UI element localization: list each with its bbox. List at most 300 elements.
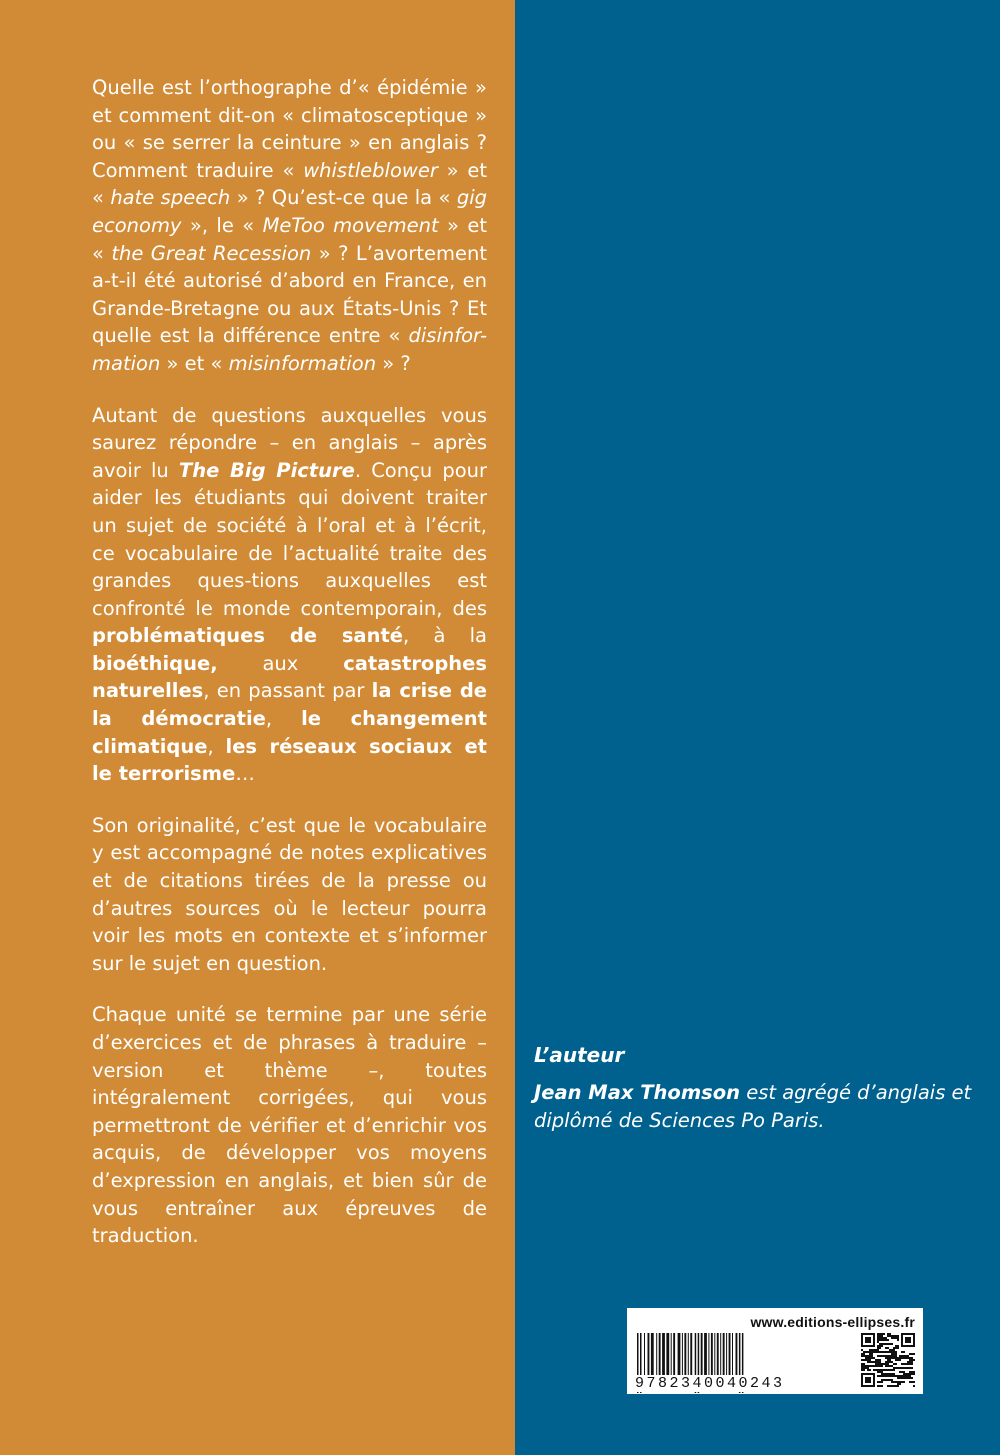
qr-module	[903, 1357, 905, 1359]
qr-module	[891, 1337, 893, 1339]
qr-module	[881, 1343, 883, 1345]
qr-module	[889, 1349, 891, 1351]
qr-module	[891, 1361, 893, 1363]
qr-module	[887, 1365, 889, 1367]
qr-module	[895, 1355, 897, 1357]
qr-module	[907, 1361, 909, 1363]
qr-module	[887, 1339, 889, 1341]
qr-module	[897, 1359, 899, 1361]
text-run: aux	[217, 651, 344, 675]
qr-module	[909, 1359, 911, 1361]
qr-module	[867, 1351, 869, 1353]
qr-module	[879, 1351, 881, 1353]
barcode-bar	[666, 1333, 669, 1377]
qr-module	[875, 1365, 877, 1367]
qr-module	[889, 1385, 891, 1387]
qr-module	[883, 1337, 885, 1339]
qr-module	[887, 1333, 889, 1335]
qr-module	[885, 1361, 887, 1363]
qr-module	[889, 1333, 891, 1335]
qr-module	[881, 1351, 883, 1353]
qr-module	[877, 1369, 879, 1371]
qr-module	[891, 1351, 893, 1353]
qr-module	[889, 1365, 891, 1367]
qr-module	[909, 1373, 911, 1375]
qr-module	[885, 1379, 887, 1381]
qr-module	[871, 1355, 873, 1357]
qr-module	[891, 1369, 893, 1371]
qr-module	[913, 1385, 915, 1387]
text-run: », le «	[181, 213, 263, 237]
qr-module	[905, 1377, 907, 1379]
barcode-bar	[723, 1333, 725, 1377]
qr-module	[863, 1353, 865, 1355]
qr-module	[887, 1347, 889, 1349]
qr-module	[889, 1369, 891, 1371]
qr-module	[879, 1375, 881, 1377]
text-run: » ? L’avortement a-t-il été autorisé d’abord en France, en Grande-Bretagne ou aux États-Unis ? Et quelle est la différence entre «	[92, 241, 487, 348]
qr-module	[865, 1351, 867, 1353]
qr-module	[893, 1363, 895, 1365]
qr-module	[865, 1357, 867, 1359]
qr-module	[869, 1351, 871, 1353]
qr-module	[879, 1339, 881, 1341]
qr-module	[903, 1351, 905, 1353]
qr-module	[893, 1337, 895, 1339]
text-run: bioéthique,	[92, 651, 218, 675]
qr-module	[863, 1369, 865, 1371]
qr-module	[901, 1377, 903, 1379]
qr-module	[881, 1335, 883, 1337]
qr-module	[861, 1355, 863, 1357]
barcode-bar	[648, 1333, 650, 1377]
qr-module	[877, 1349, 879, 1351]
qr-module	[879, 1345, 881, 1347]
barcode-bar	[736, 1333, 738, 1377]
qr-module	[869, 1357, 871, 1359]
qr-module	[867, 1355, 869, 1357]
qr-module	[891, 1355, 893, 1357]
qr-module	[879, 1365, 881, 1367]
author-description: est agrégé d’anglais et diplômé de Sciences Po Paris.	[534, 1081, 972, 1132]
qr-module	[909, 1353, 911, 1355]
qr-module	[869, 1365, 871, 1367]
barcode-bar	[682, 1333, 683, 1377]
qr-module	[893, 1357, 895, 1359]
qr-module	[893, 1351, 895, 1353]
qr-module	[913, 1373, 915, 1375]
qr-module	[903, 1367, 905, 1369]
qr-module	[895, 1335, 897, 1337]
qr-module	[877, 1345, 879, 1347]
qr-module	[873, 1357, 875, 1359]
qr-module	[911, 1361, 913, 1363]
qr-module	[867, 1359, 869, 1361]
qr-module	[867, 1357, 869, 1359]
text-run: , à la	[403, 624, 487, 648]
qr-module	[877, 1381, 879, 1383]
qr-module	[883, 1351, 885, 1353]
qr-module	[861, 1359, 863, 1361]
qr-module	[911, 1377, 913, 1379]
text-run: les réseaux sociaux et le terrorisme	[92, 734, 487, 786]
qr-module	[903, 1363, 905, 1365]
qr-module	[897, 1377, 899, 1379]
qr-module	[899, 1367, 901, 1369]
qr-module	[897, 1337, 899, 1339]
qr-module	[887, 1379, 889, 1381]
qr-module	[909, 1361, 911, 1363]
qr-module	[891, 1353, 893, 1355]
qr-module	[871, 1357, 873, 1359]
qr-module	[905, 1355, 907, 1357]
barcode-bar	[701, 1333, 703, 1377]
qr-module	[905, 1373, 907, 1375]
qr-module	[887, 1359, 889, 1361]
qr-module	[893, 1375, 895, 1377]
qr-module	[891, 1357, 893, 1359]
barcode-bar	[708, 1333, 709, 1377]
text-run: the Great Recession	[111, 241, 312, 265]
text-run: » et «	[92, 158, 487, 210]
qr-module	[881, 1337, 883, 1339]
qr-module	[897, 1375, 899, 1377]
qr-module	[901, 1351, 903, 1353]
qr-module	[885, 1365, 887, 1367]
qr-module	[877, 1341, 879, 1343]
qr-module	[895, 1345, 897, 1347]
qr-module	[913, 1359, 915, 1361]
qr-module	[889, 1357, 891, 1359]
barcode-bar	[717, 1333, 719, 1377]
qr-module	[885, 1355, 887, 1357]
qr-module	[899, 1381, 901, 1383]
qr-module	[881, 1339, 883, 1341]
qr-module	[901, 1357, 903, 1359]
text-run: hate speech	[110, 186, 231, 210]
qr-module	[903, 1381, 905, 1383]
qr-module	[873, 1349, 875, 1351]
qr-module	[893, 1367, 895, 1369]
qr-module	[889, 1351, 891, 1353]
qr-module	[895, 1351, 897, 1353]
qr-module	[861, 1365, 863, 1367]
barcode-bar	[729, 1333, 731, 1377]
text-run: » et «	[92, 213, 487, 265]
qr-module	[879, 1381, 881, 1383]
qr-module	[877, 1361, 879, 1363]
qr-module	[889, 1379, 891, 1381]
qr-module	[863, 1367, 865, 1369]
qr-module	[881, 1333, 883, 1335]
qr-module	[877, 1351, 879, 1353]
text-run: le changement climatique	[92, 707, 487, 758]
qr-module	[863, 1351, 865, 1353]
qr-module	[901, 1381, 903, 1383]
barcode-bar	[651, 1333, 654, 1377]
qr-module	[887, 1343, 889, 1345]
qr-module	[893, 1353, 895, 1355]
qr-module	[907, 1357, 909, 1359]
author-heading: L’auteur	[534, 1043, 625, 1067]
qr-module	[887, 1335, 889, 1337]
barcode-bar	[662, 1333, 665, 1377]
qr-module	[895, 1353, 897, 1355]
qr-module	[913, 1381, 915, 1383]
paragraph-3	[92, 812, 487, 978]
isbn-number: 9782340040243	[635, 1375, 845, 1392]
qr-module	[869, 1369, 871, 1371]
qr-module	[871, 1351, 873, 1353]
qr-module	[879, 1335, 881, 1337]
qr-module	[901, 1371, 903, 1373]
text-run: , en passant par	[203, 679, 372, 703]
qr-module	[875, 1363, 877, 1365]
author-name: Jean Max Thomson	[534, 1081, 741, 1104]
qr-module	[891, 1365, 893, 1367]
qr-module	[889, 1359, 891, 1361]
qr-module	[893, 1335, 895, 1337]
qr-module	[861, 1369, 863, 1371]
qr-module	[885, 1357, 887, 1359]
qr-module	[901, 1355, 903, 1357]
qr-module	[893, 1385, 895, 1387]
barcode-bar	[688, 1333, 689, 1377]
qr-module	[869, 1359, 871, 1361]
qr-module	[897, 1339, 899, 1341]
qr-module	[885, 1373, 887, 1375]
qr-module	[863, 1355, 865, 1357]
qr-module	[903, 1375, 905, 1377]
qr-module	[885, 1343, 887, 1345]
qr-module	[883, 1343, 885, 1345]
qr-module	[895, 1357, 897, 1359]
publisher-website[interactable]: www.editions-ellipses.fr	[750, 1314, 915, 1330]
qr-module	[883, 1355, 885, 1357]
barcode-bar	[644, 1333, 645, 1377]
qr-module	[875, 1369, 877, 1371]
qr-code-icon	[861, 1333, 915, 1387]
qr-module	[891, 1375, 893, 1377]
qr-module	[861, 1363, 863, 1365]
qr-module	[877, 1339, 879, 1341]
qr-module	[899, 1355, 901, 1357]
barcode-bar	[732, 1333, 733, 1377]
qr-module	[905, 1337, 911, 1343]
qr-module	[881, 1345, 883, 1347]
qr-module	[903, 1373, 905, 1375]
qr-module	[897, 1347, 899, 1349]
qr-module	[905, 1363, 907, 1365]
qr-module	[893, 1373, 895, 1375]
qr-module	[907, 1355, 909, 1357]
qr-module	[901, 1363, 903, 1365]
qr-module	[877, 1347, 879, 1349]
qr-module	[887, 1375, 889, 1377]
qr-module	[885, 1369, 887, 1371]
qr-module	[911, 1373, 913, 1375]
qr-module	[867, 1367, 869, 1369]
barcode-bar	[671, 1333, 672, 1377]
text-run: . Conçu pour aider les étudiants qui doivent traiter un sujet de société à l’oral et à l’écrit, ce vocabulaire de l’actualité traite des grandes ques-tions auxquelles est confronté le monde contemporain, des	[92, 458, 487, 620]
qr-module	[891, 1381, 893, 1383]
qr-module	[861, 1349, 863, 1351]
qr-module	[861, 1367, 863, 1369]
qr-module	[869, 1353, 871, 1355]
qr-module	[899, 1383, 901, 1385]
text-run: misinformation	[228, 351, 377, 375]
qr-module	[879, 1363, 881, 1365]
qr-module	[891, 1349, 893, 1351]
qr-module	[899, 1359, 901, 1361]
qr-module	[865, 1377, 871, 1383]
barcode-bar	[720, 1333, 721, 1377]
text-run: ,	[265, 707, 302, 731]
author-panel	[515, 0, 1000, 1455]
qr-module	[897, 1385, 899, 1387]
qr-module	[881, 1385, 883, 1387]
qr-module	[895, 1363, 897, 1365]
qr-module	[885, 1351, 887, 1353]
qr-module	[873, 1365, 875, 1367]
qr-module	[861, 1353, 863, 1355]
barcode-bar	[659, 1333, 661, 1377]
qr-module	[897, 1383, 899, 1385]
qr-module	[895, 1359, 897, 1361]
qr-module	[879, 1347, 881, 1349]
qr-module	[879, 1359, 881, 1361]
qr-module	[891, 1335, 893, 1337]
qr-module	[881, 1375, 883, 1377]
qr-module	[893, 1369, 895, 1371]
text-run: whistleblower	[303, 158, 438, 182]
qr-module	[889, 1373, 891, 1375]
qr-module	[865, 1365, 867, 1367]
qr-module	[891, 1373, 893, 1375]
qr-module	[879, 1371, 881, 1373]
barcode-bar	[711, 1333, 713, 1377]
qr-module	[907, 1373, 909, 1375]
qr-module	[893, 1349, 895, 1351]
barcode-bar	[714, 1333, 715, 1377]
qr-module	[885, 1339, 887, 1341]
qr-module	[893, 1381, 895, 1383]
qr-module	[877, 1363, 879, 1365]
qr-module	[901, 1367, 903, 1369]
qr-module	[889, 1375, 891, 1377]
qr-module	[879, 1361, 881, 1363]
qr-module	[895, 1375, 897, 1377]
qr-module	[891, 1343, 893, 1345]
text-run: » ? Qu’est-ce que la «	[230, 186, 457, 210]
qr-module	[881, 1379, 883, 1381]
qr-module	[885, 1363, 887, 1365]
qr-module	[901, 1375, 903, 1377]
paragraph-4	[92, 1001, 487, 1249]
qr-module	[893, 1347, 895, 1349]
qr-module	[865, 1355, 867, 1357]
qr-module	[879, 1369, 881, 1371]
qr-module	[873, 1361, 875, 1363]
barcode-bar	[656, 1333, 657, 1377]
qr-module	[867, 1365, 869, 1367]
qr-module	[871, 1353, 873, 1355]
qr-module	[887, 1373, 889, 1375]
qr-module	[887, 1361, 889, 1363]
qr-module	[879, 1333, 881, 1335]
qr-module	[875, 1351, 877, 1353]
qr-module	[881, 1369, 883, 1371]
qr-module	[875, 1349, 877, 1351]
qr-module	[913, 1371, 915, 1373]
qr-module	[881, 1355, 883, 1357]
qr-module	[877, 1333, 879, 1335]
qr-module	[911, 1359, 913, 1361]
qr-module	[911, 1357, 913, 1359]
qr-module	[889, 1335, 891, 1337]
qr-module	[883, 1333, 885, 1335]
qr-module	[889, 1361, 891, 1363]
text-run: la crise de la démocratie	[92, 679, 488, 731]
qr-module	[887, 1385, 889, 1387]
qr-module	[863, 1363, 865, 1365]
qr-module	[865, 1367, 867, 1369]
qr-module	[877, 1385, 879, 1387]
qr-module	[895, 1347, 897, 1349]
text-run: Son originalité, c’est que le vocabulaire y est accompagné de notes explicatives et de citations tirées de la presse ou d’autres sources où le lecteur pourra voir les mots en contexte et s’informer sur le sujet en question.	[92, 813, 487, 975]
qr-module	[863, 1359, 865, 1361]
barcode-bar	[690, 1333, 692, 1377]
text-run: Autant de questions auxquelles vous saurez répondre – en anglais – après avoir lu	[92, 403, 487, 482]
qr-module	[875, 1359, 877, 1361]
qr-module	[881, 1373, 883, 1375]
qr-module	[871, 1349, 873, 1351]
qr-module	[883, 1373, 885, 1375]
qr-module	[911, 1371, 913, 1373]
qr-module	[909, 1381, 911, 1383]
qr-module	[889, 1355, 891, 1357]
qr-module	[913, 1353, 915, 1355]
qr-module	[899, 1371, 901, 1373]
qr-module	[885, 1347, 887, 1349]
qr-module	[895, 1385, 897, 1387]
qr-module	[903, 1377, 905, 1379]
qr-module	[909, 1375, 911, 1377]
qr-module	[879, 1385, 881, 1387]
qr-module	[907, 1363, 909, 1365]
qr-module	[883, 1339, 885, 1341]
qr-module	[879, 1337, 881, 1339]
qr-module	[865, 1359, 867, 1361]
qr-module	[909, 1371, 911, 1373]
qr-module	[885, 1337, 887, 1339]
qr-module	[897, 1381, 899, 1383]
qr-module	[877, 1365, 879, 1367]
author-block	[534, 1043, 974, 1134]
qr-module	[885, 1375, 887, 1377]
qr-module	[869, 1349, 871, 1351]
qr-module	[907, 1375, 909, 1377]
qr-module	[905, 1375, 907, 1377]
qr-module	[899, 1357, 901, 1359]
qr-module	[873, 1369, 875, 1371]
barcode-bar	[673, 1333, 675, 1377]
qr-module	[903, 1371, 905, 1373]
text-run: problématiques de santé	[92, 624, 404, 648]
qr-module	[905, 1357, 907, 1359]
qr-module	[905, 1367, 907, 1369]
qr-module	[895, 1337, 897, 1339]
